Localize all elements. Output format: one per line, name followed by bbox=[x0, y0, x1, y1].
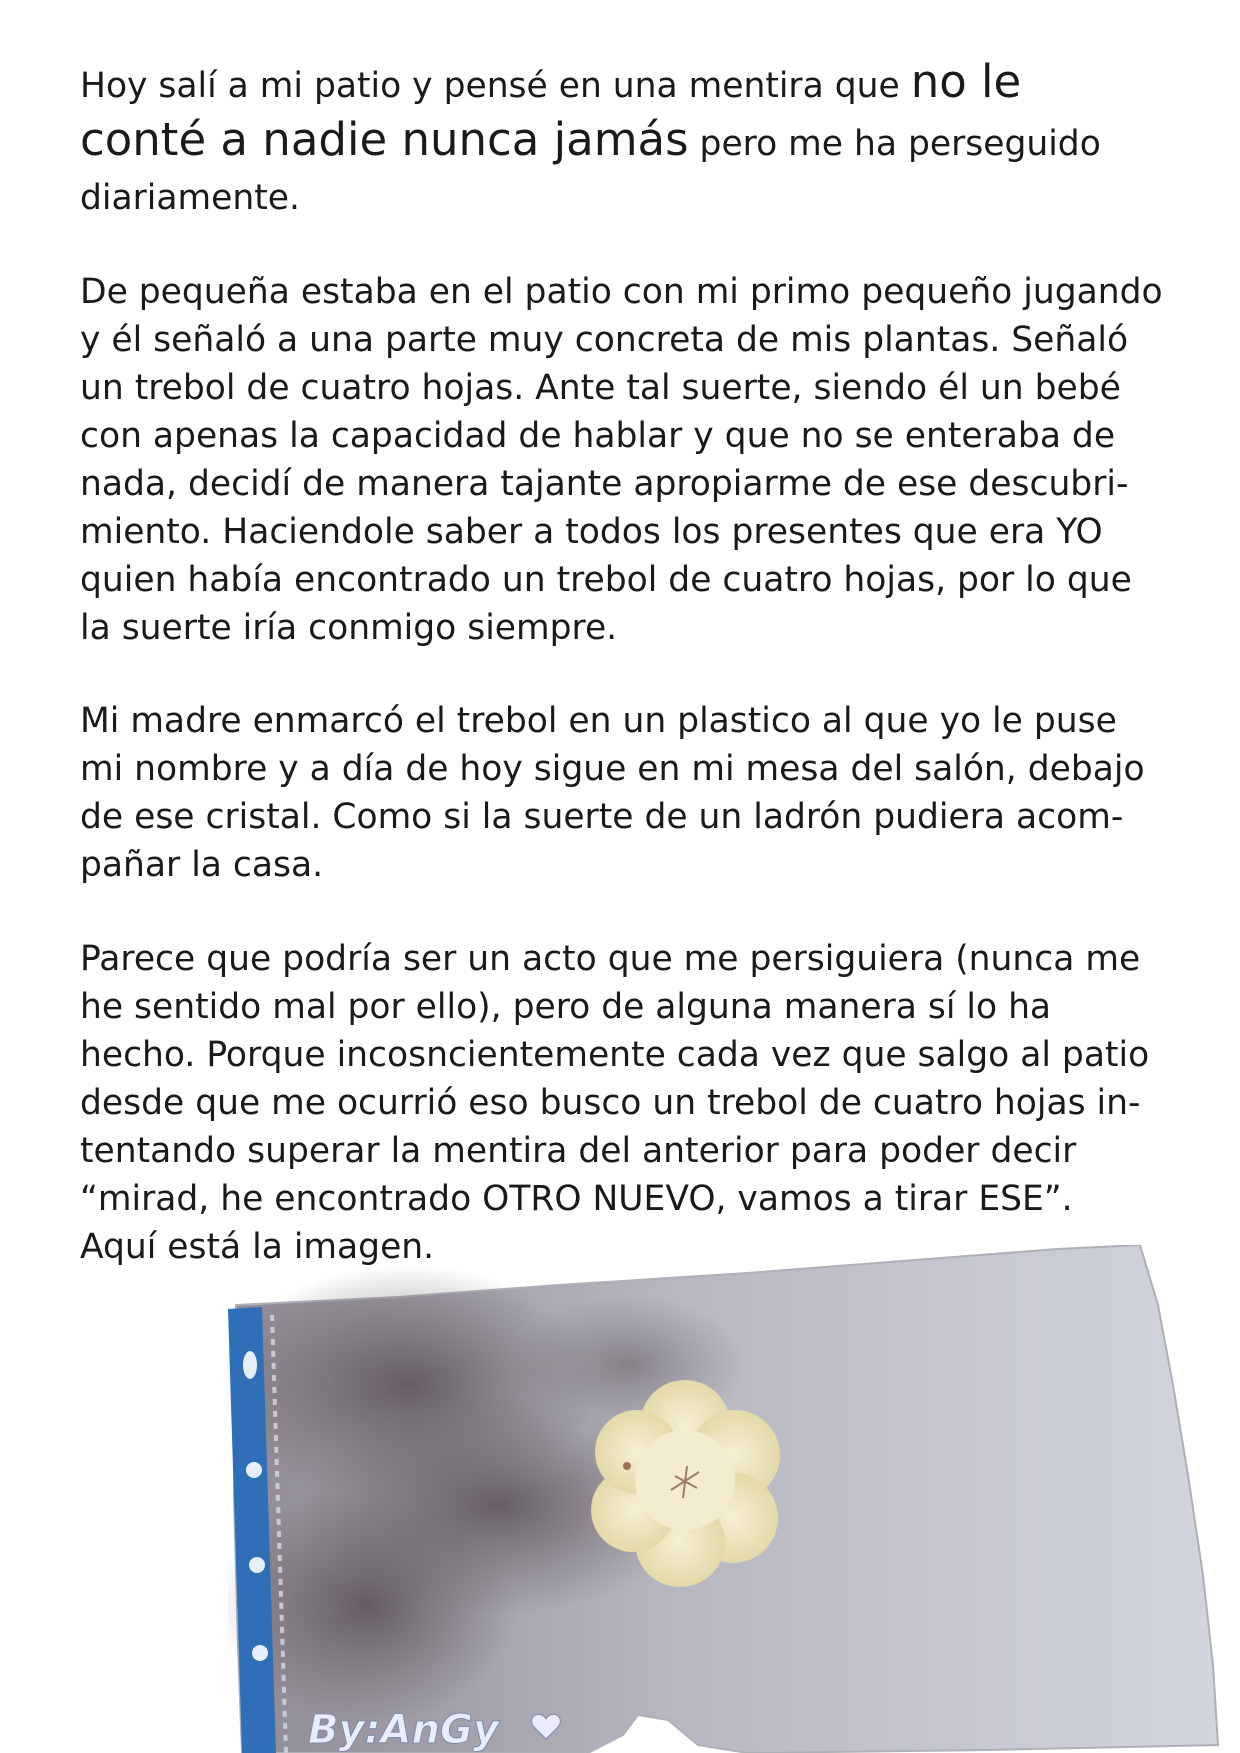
line: Aquí está la imagen. bbox=[80, 1227, 435, 1267]
intro-emphasis-1: no le bbox=[910, 55, 1022, 108]
line: con apenas la capacidad de hablar y que no se enteraba de bbox=[80, 416, 1116, 456]
line: “mirad, he encontrado OTRO NUEVO, vamos a tirar ESE”. bbox=[80, 1179, 1073, 1219]
line: mi nombre y a día de hoy sigue en mi mesa del salón, debajo bbox=[80, 749, 1145, 789]
clover-photo bbox=[228, 1245, 1228, 1753]
intro-text-3: diariamente. bbox=[80, 178, 300, 218]
intro-text-2: pero me ha perseguido bbox=[699, 124, 1101, 164]
line: y él señaló a una parte muy concreta de mis plantas. Señaló bbox=[80, 320, 1129, 360]
line: miento. Haciendole saber a todos los presentes que era YO bbox=[80, 512, 1103, 552]
intro-text-1: Hoy salí a mi patio y pensé en una mentira que bbox=[80, 66, 900, 106]
signature: By:AnGy bbox=[308, 1707, 499, 1753]
line: quien había encontrado un trebol de cuatro hojas, por lo que bbox=[80, 560, 1132, 600]
line: he sentido mal por ello), pero de alguna manera sí lo ha bbox=[80, 987, 1052, 1027]
line: hecho. Porque incosncientemente cada vez que salgo al patio bbox=[80, 1035, 1150, 1075]
clover-photo-illustration bbox=[228, 1245, 1228, 1753]
line: Mi madre enmarcó el trebol en un plastico al que yo le puse bbox=[80, 701, 1117, 741]
line: un trebol de cuatro hojas. Ante tal suerte, siendo él un bebé bbox=[80, 368, 1121, 408]
line: nada, decidí de manera tajante apropiarme de ese descubri- bbox=[80, 464, 1129, 504]
line: De pequeña estaba en el patio con mi primo pequeño jugando bbox=[80, 272, 1163, 312]
line: tentando superar la mentira del anterior para poder decir bbox=[80, 1131, 1077, 1171]
intro-emphasis-2: conté a nadie nunca jamás bbox=[80, 113, 689, 166]
line: de ese cristal. Como si la suerte de un ladrón pudiera acom- bbox=[80, 797, 1124, 837]
line: pañar la casa. bbox=[80, 845, 324, 885]
line: desde que me ocurrió eso busco un trebol de cuatro hojas in- bbox=[80, 1083, 1141, 1123]
story-paragraph-1 bbox=[80, 268, 1180, 652]
story-paragraph-3 bbox=[80, 935, 1180, 1271]
story-paragraph-2 bbox=[80, 697, 1180, 889]
line: Parece que podría ser un acto que me persiguiera (nunca me bbox=[80, 939, 1141, 979]
intro-paragraph bbox=[80, 55, 1180, 225]
line: la suerte iría conmigo siempre. bbox=[80, 608, 618, 648]
